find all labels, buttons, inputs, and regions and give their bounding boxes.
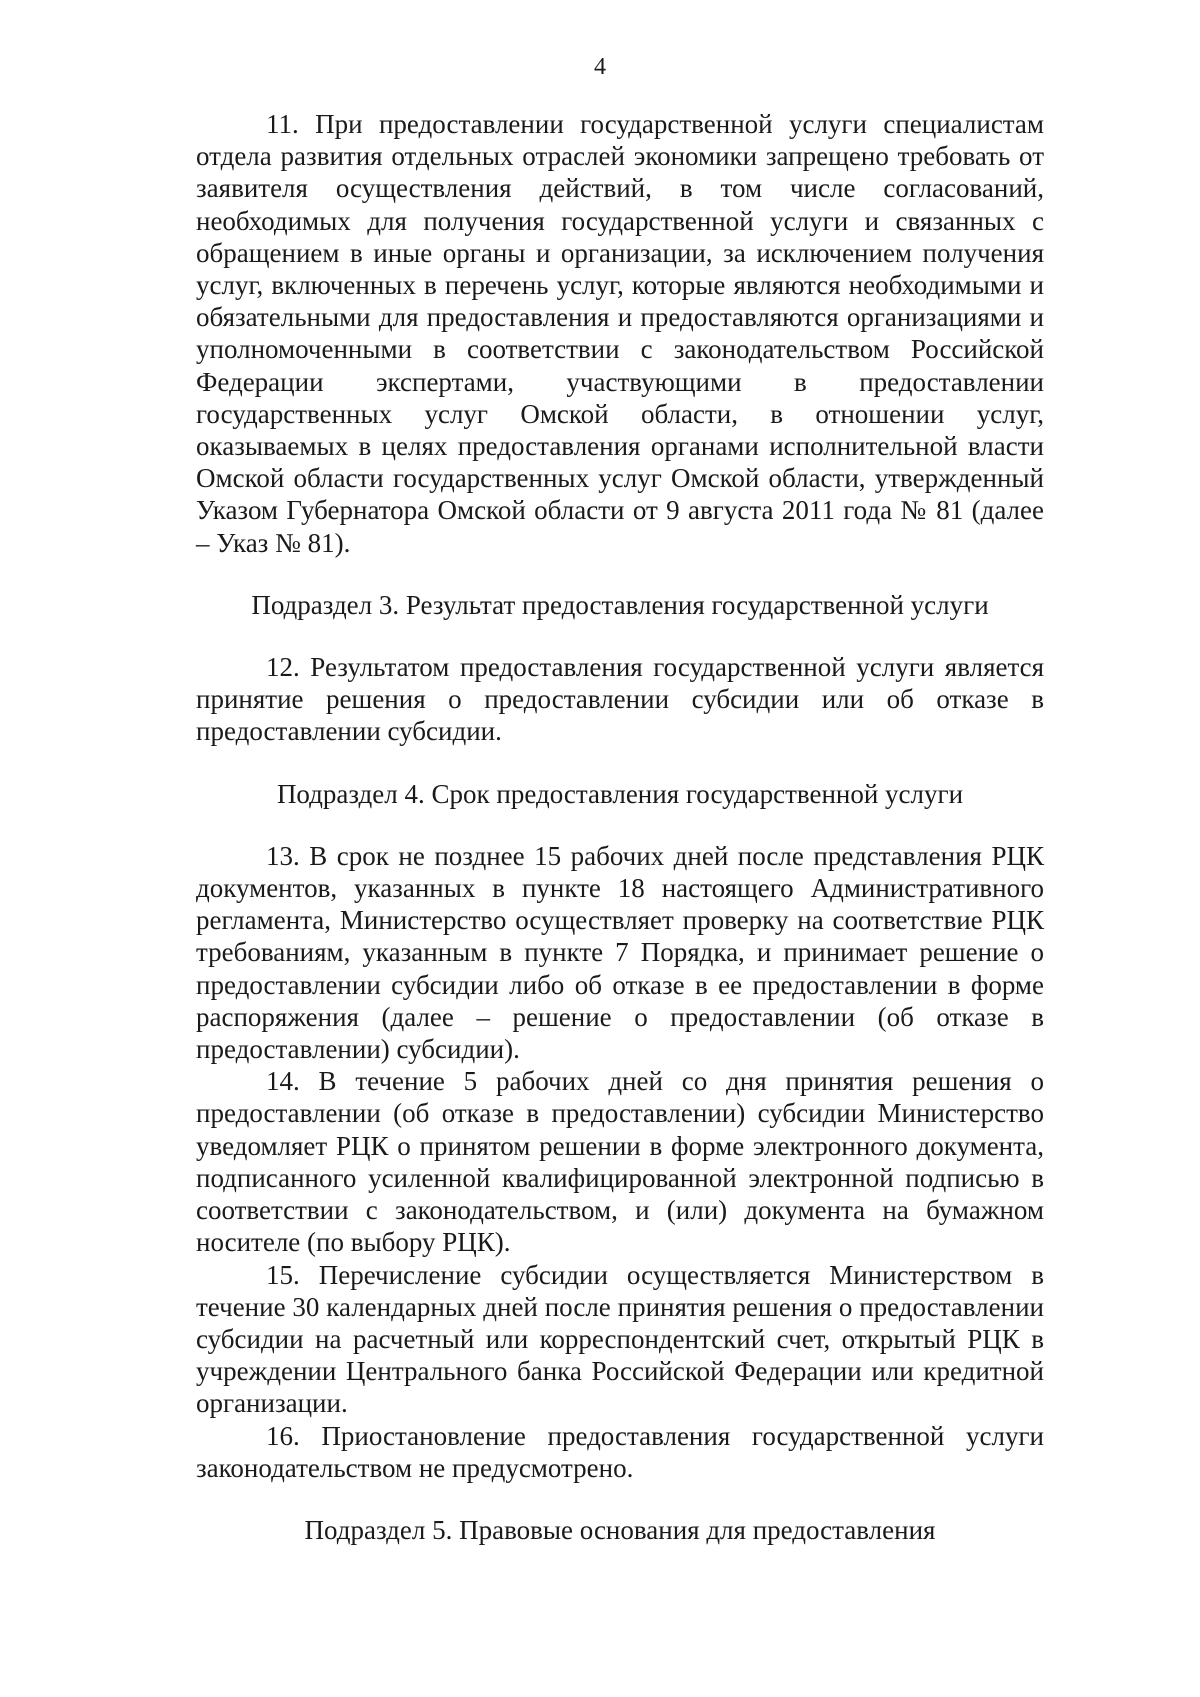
paragraph-16: 16. Приостановление предоставления государственной услуги законодательством не предусмотрено. [196,1420,1044,1483]
subsection-4-heading: Подраздел 4. Срок предоставления государственной услуги [276,778,964,809]
paragraph-13: 13. В срок не позднее 15 рабочих дней после представления РЦК документов, указанных в пункте 18 настоящего Административного регламента, Министерство осуществляет проверку на соответствие РЦК требованиям, указанным в пункте 7 Порядка, и принимает решение о предоставлении субсидии либо об отказе в ее предоставлении в форме распоряжения (далее – решение о предоставлении (об отказе в предоставлении) субсидии). [196,840,1044,1065]
subsection-3-heading: Подраздел 3. Результат предоставления государственной услуги [251,589,989,620]
paragraph-12: 12. Результатом предоставления государственной услуги является принятие решения о предоставлении субсидии или об отказе в предоставлении субсидии. [196,652,1044,747]
paragraph-14: 14. В течение 5 рабочих дней со дня принятия решения о предоставлении (об отказе в предоставлении) субсидии Министерство уведомляет РЦК о принятом решении в форме электронного документа, подписанного усиленной квалифицированной электронной подписью в соответствии с законодательством, и (или) документа на бумажном носителе (по выбору РЦК). [196,1066,1044,1258]
page-number: 4 [594,54,606,80]
subsection-5-heading: Подраздел 5. Правовые основания для предоставления [304,1514,936,1545]
paragraph-11: 11. При предоставлении государственной услуги специалистам отдела развития отдельных отраслей экономики запрещено требовать от заявителя осуществления действий, в том числе согласований, необходимых для получения государственной услуги и связанных с обращением в иные органы и организации, за исключением получения услуг, включенных в перечень услуг, которые являются необходимыми и обязательными для предоставления и предоставляются организациями и уполномоченными в соответствии с законодательством Российской Федерации экспертами, участвующими в предоставлении государственных услуг Омской области, в отношении услуг, оказываемых в целях предоставления органами исполнительной власти Омской области государственных услуг Омской области, утвержденный Указом Губернатора Омской области от 9 августа 2011 года № 81 (далее – Указ № 81). [196,109,1044,558]
paragraph-15: 15. Перечисление субсидии осуществляется Министерством в течение 30 календарных дней после принятия решения о предоставлении субсидии на расчетный или корреспондентский счет, открытый РЦК в учреждении Центрального банка Российской Федерации или кредитной организации. [196,1259,1044,1419]
document-body [196,108,1044,1546]
